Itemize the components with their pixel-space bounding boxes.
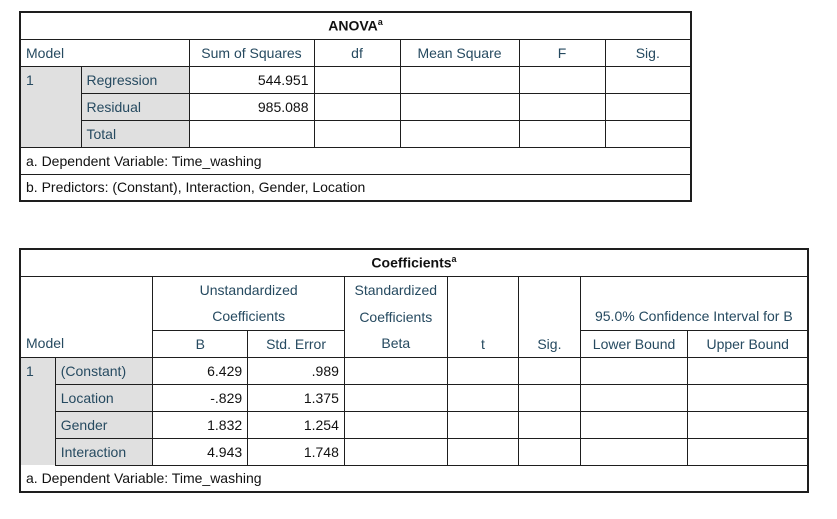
coef-cell-lower [580,438,688,465]
anova-model-number: 1 [20,66,81,147]
coef-cell-t [447,384,519,411]
anova-cell-f [519,93,605,120]
coef-row-label: (Constant) [55,357,153,384]
coef-footnote: a. Dependent Variable: Time_washing [26,470,262,487]
coef-cell-beta [344,438,447,465]
anova-cell-mean-square [400,120,519,147]
coef-cell-t [447,357,519,384]
anova-footnote-a: a. Dependent Variable: Time_washing [20,147,691,174]
table-row [20,384,808,411]
coef-cell-std-error: 1.375 [248,384,345,411]
anova-table [19,11,692,202]
coef-header-model-mid [20,303,153,330]
coef-row-label: Gender [55,411,153,438]
anova-header-sum-of-squares: Sum of Squares [189,39,314,66]
coefficients-table [19,248,809,493]
anova-cell-sig [605,120,691,147]
coef-header-sig: Sig. [519,276,580,357]
anova-cell-df [314,93,400,120]
coef-cell-b: 6.429 [153,357,248,384]
coef-header-beta: Beta [344,330,447,357]
coef-header-ci: 95.0% Confidence Interval for B [580,303,808,330]
coef-cell-b: 1.832 [153,411,248,438]
coefficients-title: Coefficients$^a$ [20,249,808,276]
coef-cell-beta [344,357,447,384]
coef-cell-upper [688,411,808,438]
coef-header-std-error: Std. Error [248,330,345,357]
coef-header-unstandardized: Unstandardized [153,276,344,303]
anova-title: ANOVA$^a$ [20,12,691,39]
table-row [20,357,808,384]
anova-cell-sum-of-squares: 544.951 [189,66,314,93]
anova-cell-df [314,120,400,147]
anova-row-label: Residual [81,93,189,120]
coef-cell-sig [519,438,580,465]
coef-cell-beta [344,384,447,411]
coef-header-lower-bound: Lower Bound [580,330,688,357]
anova-header-model: Model [20,39,189,66]
coef-header-t: t [447,276,519,357]
table-row [20,120,691,147]
anova-cell-sum-of-squares [189,120,314,147]
coef-row-label: Location [55,384,153,411]
coef-header-b: B [153,330,248,357]
anova-cell-df [314,66,400,93]
anova-cell-sum-of-squares: 985.088 [189,93,314,120]
coef-header-upper-bound: Upper Bound [688,330,808,357]
coef-cell-t [447,438,519,465]
coef-header-model-top [20,276,153,303]
coef-cell-lower [580,411,688,438]
anova-cell-sig [605,93,691,120]
anova-footnote-b: b. Predictors: (Constant), Interaction, Gender, Location [26,179,366,196]
coef-cell-lower [580,384,688,411]
anova-cell-f [519,120,605,147]
coef-cell-std-error: 1.254 [248,411,345,438]
table-row [20,66,691,93]
coef-cell-sig [519,411,580,438]
anova-cell-mean-square [400,93,519,120]
coef-cell-upper [688,384,808,411]
coef-header-unstandardized-2: Coefficients [153,303,344,330]
coef-header-model: Model [20,330,153,357]
anova-header-mean-square: Mean Square [400,39,519,66]
coef-cell-sig [519,384,580,411]
anova-header-sig: Sig. [605,39,691,66]
coef-cell-std-error: 1.748 [248,438,345,465]
coef-cell-std-error: .989 [248,357,345,384]
coef-cell-lower [580,357,688,384]
coef-model-number: 1 [20,357,55,465]
coef-cell-b: 4.943 [153,438,248,465]
table-row [20,438,808,465]
anova-cell-f [519,66,605,93]
coef-cell-t [447,411,519,438]
anova-header-f: F [519,39,605,66]
table-row [20,411,808,438]
anova-cell-sig [605,66,691,93]
anova-cell-mean-square [400,66,519,93]
anova-row-label: Regression [81,66,189,93]
coef-cell-b: -.829 [153,384,248,411]
table-row [20,93,691,120]
coef-cell-upper [688,357,808,384]
coef-header-ci-top [580,276,808,303]
anova-header-df: df [314,39,400,66]
coef-cell-beta [344,411,447,438]
coef-cell-upper [688,438,808,465]
coef-row-label: Interaction [55,438,153,465]
coef-header-standardized-2: Coefficients [344,303,447,330]
anova-row-label: Total [81,120,189,147]
coef-header-standardized: Standardized [344,276,447,303]
coef-cell-sig [519,357,580,384]
